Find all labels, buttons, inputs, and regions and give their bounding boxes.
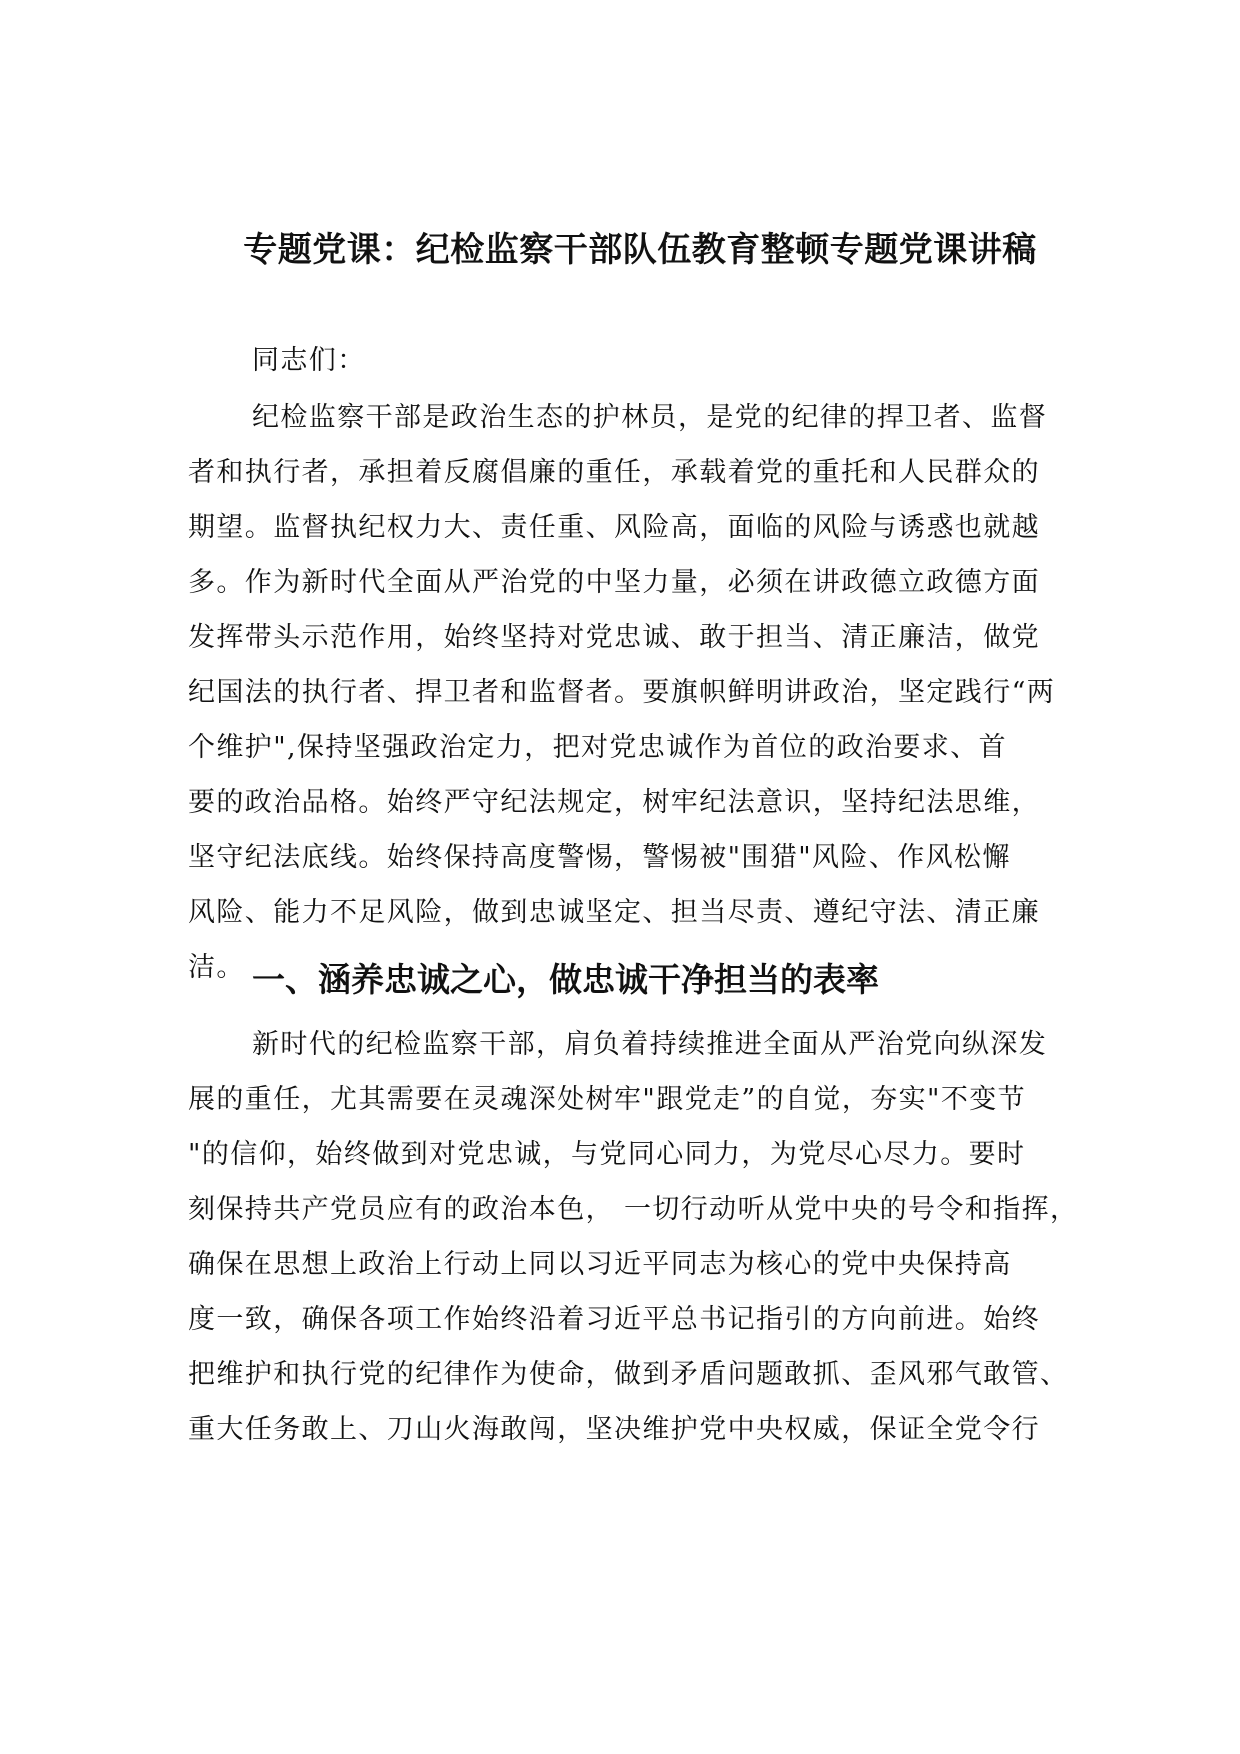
paragraph-line: 度一致，确保各项工作始终沿着习近平总书记指引的方向前进。始终 [188,1304,1040,1335]
paragraph-line: 刻保持共产党员应有的政治本色， 一切行动听从党中央的号令和指挥， [188,1194,1079,1225]
paragraph-line: 重大任务敢上、刀山火海敢闯，坚决维护党中央权威，保证全党令行 [188,1414,1040,1445]
paragraph-line: 要的政治品格。始终严守纪法规定，树牢纪法意识，坚持纪法思维， [188,787,1040,818]
paragraph-line: 坚守纪法底线。始终保持高度警惕，警惕被"围猎"风险、作风松懈 [188,842,1011,873]
section-heading: 一、涵养忠诚之心，做忠诚干净担当的表率 [252,960,879,999]
paragraph-line: 发挥带头示范作用，始终坚持对党忠诚、敢于担当、清正廉洁，做党 [188,622,1040,653]
salutation: 同志们： [252,345,366,376]
paragraph-line: 确保在思想上政治上行动上同以习近平同志为核心的党中央保持高 [188,1249,1012,1280]
paragraph-line: 把维护和执行党的纪律作为使命，做到矛盾问题敢抓、歪风邪气敢管、 [188,1359,1069,1390]
paragraph-line: 纪国法的执行者、捍卫者和监督者。要旗帜鲜明讲政治，坚定践行“两 [188,677,1056,708]
paragraph-line: 者和执行者，承担着反腐倡廉的重任，承载着党的重托和人民群众的 [188,457,1040,488]
paragraph-line: "的信仰，始终做到对党忠诚，与党同心同力，为党尽心尽力。要时 [188,1139,1026,1170]
paragraph-line: 期望。监督执纪权力大、责任重、风险高，面临的风险与诱惑也就越 [188,512,1040,543]
paragraph-line: 展的重任，尤其需要在灵魂深处树牢"跟党走”的自觉，夯实"不变节 [188,1084,1027,1115]
paragraph-line: 新时代的纪检监察干部，肩负着持续推进全面从严治党向纵深发 [252,1029,1048,1060]
paragraph-line: 个维护",保持坚强政治定力，把对党忠诚作为首位的政治要求、首 [188,732,1007,763]
paragraph-line: 纪检监察干部是政治生态的护林员，是党的纪律的捍卫者、监督 [252,402,1048,433]
paragraph-line: 洁。 [188,952,245,983]
paragraph-line: 多。作为新时代全面从严治党的中坚力量，必须在讲政德立政德方面 [188,567,1040,598]
paragraph-line: 风险、能力不足风险，做到忠诚坚定、担当尽责、遵纪守法、清正廉 [188,897,1040,928]
document-title: 专题党课：纪检监察干部队伍教育整顿专题党课讲稿 [243,230,1037,270]
